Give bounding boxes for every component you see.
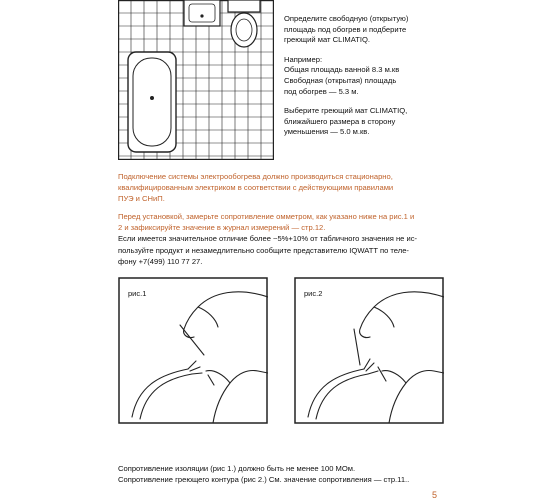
line: ближайшего размера в сторону [284,116,396,126]
line: площадь под обогрев и подберите [284,24,407,34]
line: греющий мат CLIMATIQ. [284,35,371,45]
line: Выберите греющий мат CLIMATIQ, [284,106,408,116]
hands-ohmmeter-illustration [118,277,268,424]
measurement-instructions [118,211,444,267]
bathroom-floorplan-illustration [118,0,274,160]
line: Сопротивление греющего контура (рис 2.) См. значение сопротивления — стр.11.. [118,475,410,485]
line: Сопротивление изоляции (рис 1.) должно быть не менее 100 МОм. [118,464,356,473]
line: Свободная (открытая) площадь [284,75,397,85]
line: 2 и зафиксируйте значение в журнал измерений — стр.12. [118,223,326,233]
line: фону +7(499) 110 77 27. [118,256,203,266]
line: пользуйте продукт и незамедлительно сообщите представителю IQWATT по теле- [118,245,409,255]
hands-ohmmeter-illustration [294,277,444,424]
example-paragraph [284,55,444,97]
electrician-warning [118,171,444,205]
line: Общая площадь ванной 8.3 м.кв [284,65,400,75]
figure-2-resistance-measurement [294,277,444,424]
line: Например: [284,54,323,64]
figure-1-insulation-measurement [118,277,268,424]
heating-area-instructions [284,14,444,147]
line: под обогрев — 5.3 м. [284,86,359,96]
line: Если имеется значительное отличие более ~5%+10% от табличного значения не ис- [118,234,418,244]
line: ПУЭ и СНиП. [118,194,165,204]
page-number: 5 [432,490,438,500]
figure-2-label: рис.2 [304,289,323,298]
line: Определите свободную (открытую) [284,14,409,23]
instruction-paragraph-1 [284,14,444,46]
line: квалифицированным электриком в соответствии с действующими правилами [118,183,394,193]
resistance-notes [118,463,448,486]
line: Подключение системы электрообогрева должно производиться стационарно, [118,172,393,181]
selection-paragraph [284,106,444,138]
line: Перед установкой, замерьте сопротивление омметром, как указано ниже на рис.1 и [118,212,415,221]
figure-1-label: рис.1 [128,289,147,298]
line: уменьшения — 5.0 м.кв. [284,127,370,137]
